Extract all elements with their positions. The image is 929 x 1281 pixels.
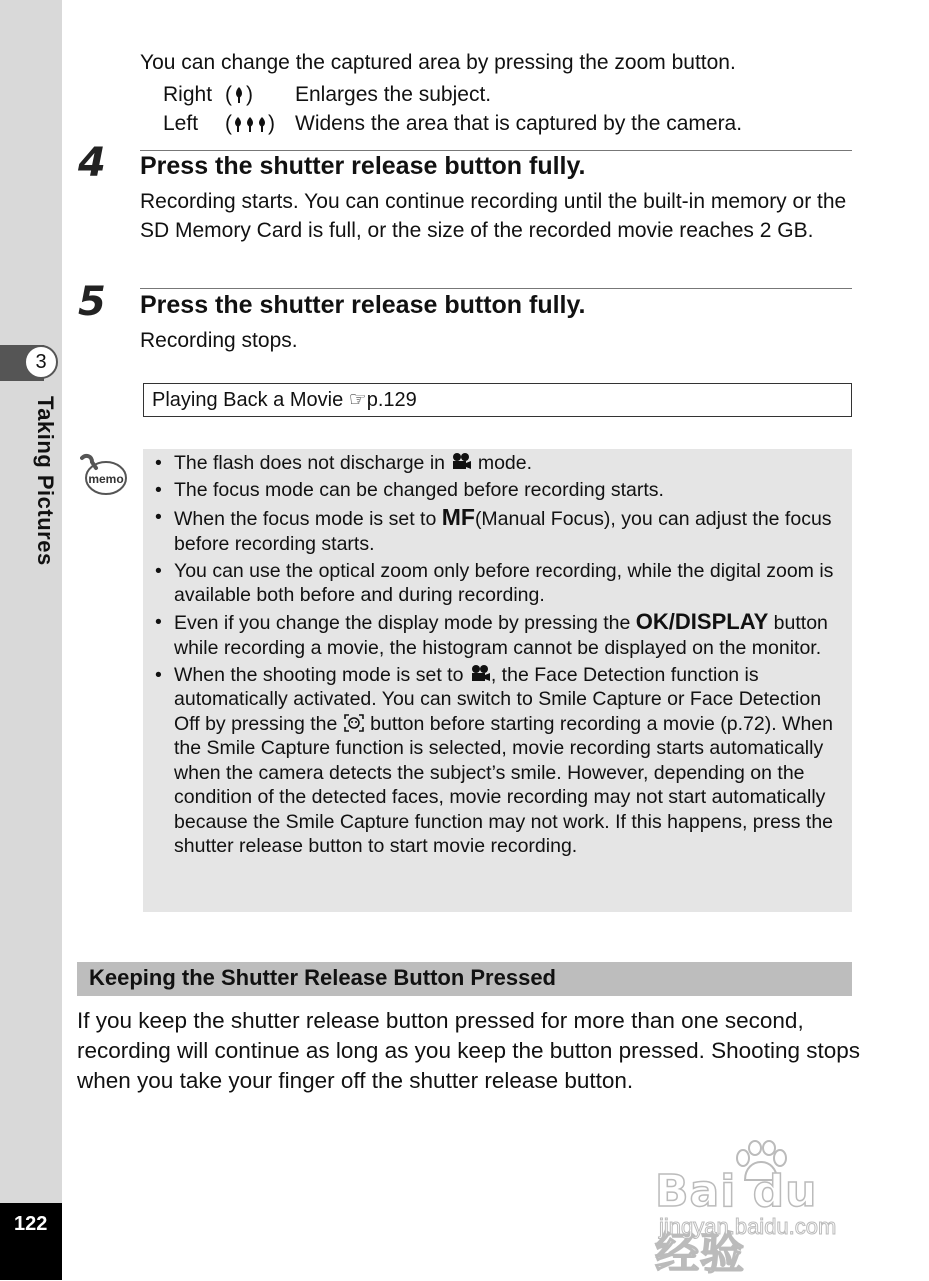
memo-box	[143, 449, 852, 912]
step-5-title: Press the shutter release button fully.	[140, 291, 586, 319]
movie-playback-reference	[143, 383, 852, 417]
watermark-logo: Bai du 经验	[655, 1166, 818, 1279]
pointing-hand-icon: ☞	[348, 389, 367, 411]
chapter-title: Taking Pictures	[33, 396, 58, 566]
zoom-left-label: Left	[163, 112, 199, 135]
page-number: 122	[14, 1213, 48, 1235]
mf-symbol: MF	[441, 504, 475, 530]
section-heading: Keeping the Shutter Release Button Pressed	[77, 962, 852, 996]
zoom-left-description: Widens the area that is captured by the camera.	[295, 112, 743, 135]
step-5-body: Recording stops.	[140, 329, 298, 352]
baidu-watermark	[655, 1140, 875, 1279]
step-4-number: 4	[78, 140, 106, 186]
chapter-tab	[0, 345, 62, 381]
step-5-rule	[140, 288, 852, 289]
chapter-number: 3	[24, 345, 58, 379]
step-5-number: 5	[78, 279, 106, 325]
memo-item-face-detection: • When the shooting mode is set to , the Face Detection function is automatically activated. You can switch to Smile Capture or Face Detection Off by pressing the button before starting recording a movie (p.72). When the Smile Capture function is selected, movie recording starts automatically when the camera detects the subject’s smile. However, depending on the condition of the detected faces, movie recording may not start automatically because the Smile Capture function may not work. If this happens, press the shutter release button to start movie recording.	[143, 663, 852, 859]
chapter-sidebar	[0, 0, 62, 1280]
memo-item-flash: • The flash does not discharge in mode.	[143, 451, 852, 476]
section-body: If you keep the shutter release button pressed for more than one second, recording will continue as long as you keep the button pressed. Shooting stops when you take your finger off the shutter release button.	[77, 1008, 860, 1093]
zoom-intro-text: You can change the captured area by pressing the zoom button.	[140, 51, 736, 74]
telephoto-single-tree-icon: ( )	[225, 83, 253, 106]
memo-item-display: • Even if you change the display mode by pressing the OK/DISPLAY button while recording a movie, the histogram cannot be displayed on the monitor.	[143, 610, 852, 660]
movie-mode-icon	[450, 452, 472, 472]
memo-item-manual-focus: • When the focus mode is set to MF(Manual Focus), you can adjust the focus before recording starts.	[143, 505, 852, 556]
step-4-title: Press the shutter release button fully.	[140, 152, 586, 180]
memo-list	[143, 451, 852, 861]
movie-mode-icon	[469, 664, 491, 684]
memo-item-zoom: • You can use the optical zoom only before recording, while the digital zoom is available both before and during recording.	[143, 559, 852, 608]
face-detection-icon	[343, 713, 365, 733]
watermark-url: jingyan.baidu.com	[659, 1214, 837, 1239]
zoom-right-row	[163, 80, 843, 109]
ok-display-symbol: OK/DISPLAY	[635, 609, 769, 634]
reference-text: Playing Back a Movie	[152, 389, 349, 411]
memo-icon	[80, 452, 128, 498]
zoom-right-description: Enlarges the subject.	[295, 83, 492, 106]
step-4-rule	[140, 150, 852, 151]
memo-icon-label: memo	[88, 472, 124, 486]
page-number-box	[0, 1203, 62, 1280]
step-4-body: Recording starts. You can continue recording until the built-in memory or the SD Memory Card is full, or the size of the recorded movie reaches 2 GB.	[140, 190, 847, 242]
zoom-left-row	[163, 109, 843, 138]
reference-page: p.129	[366, 389, 417, 411]
wide-angle-three-trees-icon: ( )	[225, 112, 275, 135]
memo-item-focus-mode: • The focus mode can be changed before recording starts.	[143, 478, 852, 503]
zoom-right-label: Right	[163, 83, 213, 106]
